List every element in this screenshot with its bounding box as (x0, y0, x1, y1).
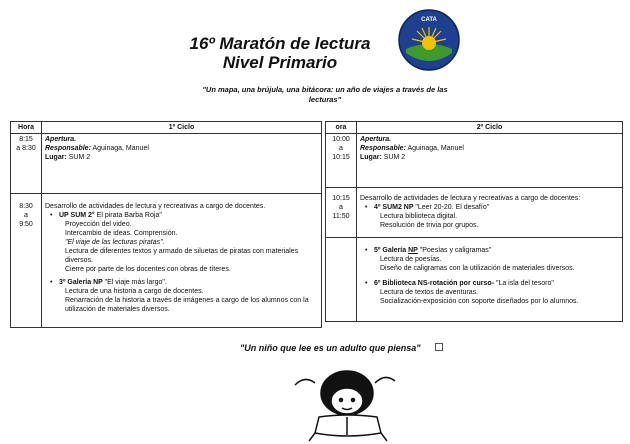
activity-line: Intercambio de ideas. Comprensión. (65, 230, 178, 237)
lugar-value: SUM 2 (381, 154, 406, 161)
activities-intro: Desarrollo de actividades de lectura y recreativas a cargo de docentes. (45, 203, 266, 210)
page-subtitle-level: Nivel Primario (222, 53, 338, 72)
row-hour: 8:15 a 8:30 (11, 134, 42, 194)
row-hour: 10:15 a 11:50 (326, 188, 357, 238)
checkbox-icon (435, 343, 443, 351)
row-hour: 8:30 a 9:50 (11, 194, 42, 328)
table-row (326, 188, 623, 238)
apertura-label: Apertura. (45, 136, 77, 143)
activity-line: Lectura de una historia a cargo de docentes. (65, 288, 204, 295)
lugar-value: SUM 2 (66, 154, 91, 161)
activity-title: UP SUM 2° (59, 212, 97, 219)
event-motto: "Un mapa, una brújula, una bitácora: un año de viajes a través de las lecturas" (202, 85, 448, 104)
activities-intro: Desarrollo de actividades de lectura y recreativas a cargo de docentes: (360, 195, 581, 202)
activity-name: "Leer 20-20. El desafío" (415, 204, 490, 211)
row-content (357, 238, 623, 322)
page-title: 16º Maratón de lectura (189, 34, 371, 53)
resp-value: Aguinaga, Manuel (90, 145, 149, 152)
mafalda-reading-illustration (285, 355, 405, 443)
activity-title: 3º Galería NP (59, 279, 105, 286)
hour-header: Hora (11, 122, 42, 134)
first-cycle-table (10, 121, 322, 328)
row-hour (326, 238, 357, 322)
activity-line: Resolución de trivia por grupos. (380, 222, 479, 229)
table-row (326, 238, 623, 322)
cata-logo (398, 9, 460, 71)
activity-line: Lectura biblioteca digital. (380, 213, 458, 220)
second-cycle-table (325, 121, 623, 322)
row-content (357, 134, 623, 188)
activity-title-underlined: NP (408, 247, 418, 254)
row-content (42, 134, 322, 194)
resp-label: Responsable: (45, 145, 91, 152)
activity-name: El pirata Barba Roja" (96, 212, 162, 219)
cycle-header: 1º Ciclo (42, 122, 322, 134)
apertura-label: Apertura. (360, 136, 392, 143)
cycle-header: 2º Ciclo (357, 122, 623, 134)
lugar-label: Lugar: (360, 154, 382, 161)
activity-line: Cierre por parte de los docentes con obras de títeres. (65, 266, 231, 273)
row-content (357, 188, 623, 238)
table-row (11, 194, 322, 328)
activity-name: "Poesías y caligramas" (417, 247, 492, 254)
activity-name: "La isla del tesoro" (495, 280, 554, 287)
table-row (326, 134, 623, 188)
resp-label: Responsable: (360, 145, 406, 152)
activity-title: 5º Galería (374, 247, 409, 254)
row-content (42, 194, 322, 328)
activity-line: "El viaje de las lecturas piratas". (65, 239, 165, 246)
row-hour: 10:00 a 10:15 (326, 134, 357, 188)
activity-title: 4º SUM2 NP (374, 204, 416, 211)
activity-line: Lectura de textos de aventuras. (380, 289, 479, 296)
activity-line: Diseño de caligramas con la utilización de materiales diversos. (380, 265, 575, 272)
table-row (11, 134, 322, 194)
lugar-label: Lugar: (45, 154, 67, 161)
activity-line: Lectura de diferentes textos y armado de siluetas de piratas con materiales diversos. (65, 248, 299, 264)
activity-line: Lectura de poesías. (380, 256, 442, 263)
activity-title: 6º Biblioteca NS-rotación por curso- (374, 280, 496, 287)
svg-text:CATA: CATA (421, 17, 437, 23)
hour-header: ora (326, 122, 357, 134)
activity-line: Renarración de la historia a través de imágenes a cargo de los alumnos con la utilización de materiales diversos. (65, 297, 309, 313)
activity-line: Socialización-exposición con soporte diseñados por lo alumnos. (380, 298, 579, 305)
activity-line: Proyección del video. (65, 221, 132, 228)
resp-value: Aguinaga, Manuel (405, 145, 464, 152)
footer-quote: "Un niño que lee es un adulto que piensa" (240, 343, 421, 353)
activity-name: "El viaje más largo". (104, 279, 167, 286)
